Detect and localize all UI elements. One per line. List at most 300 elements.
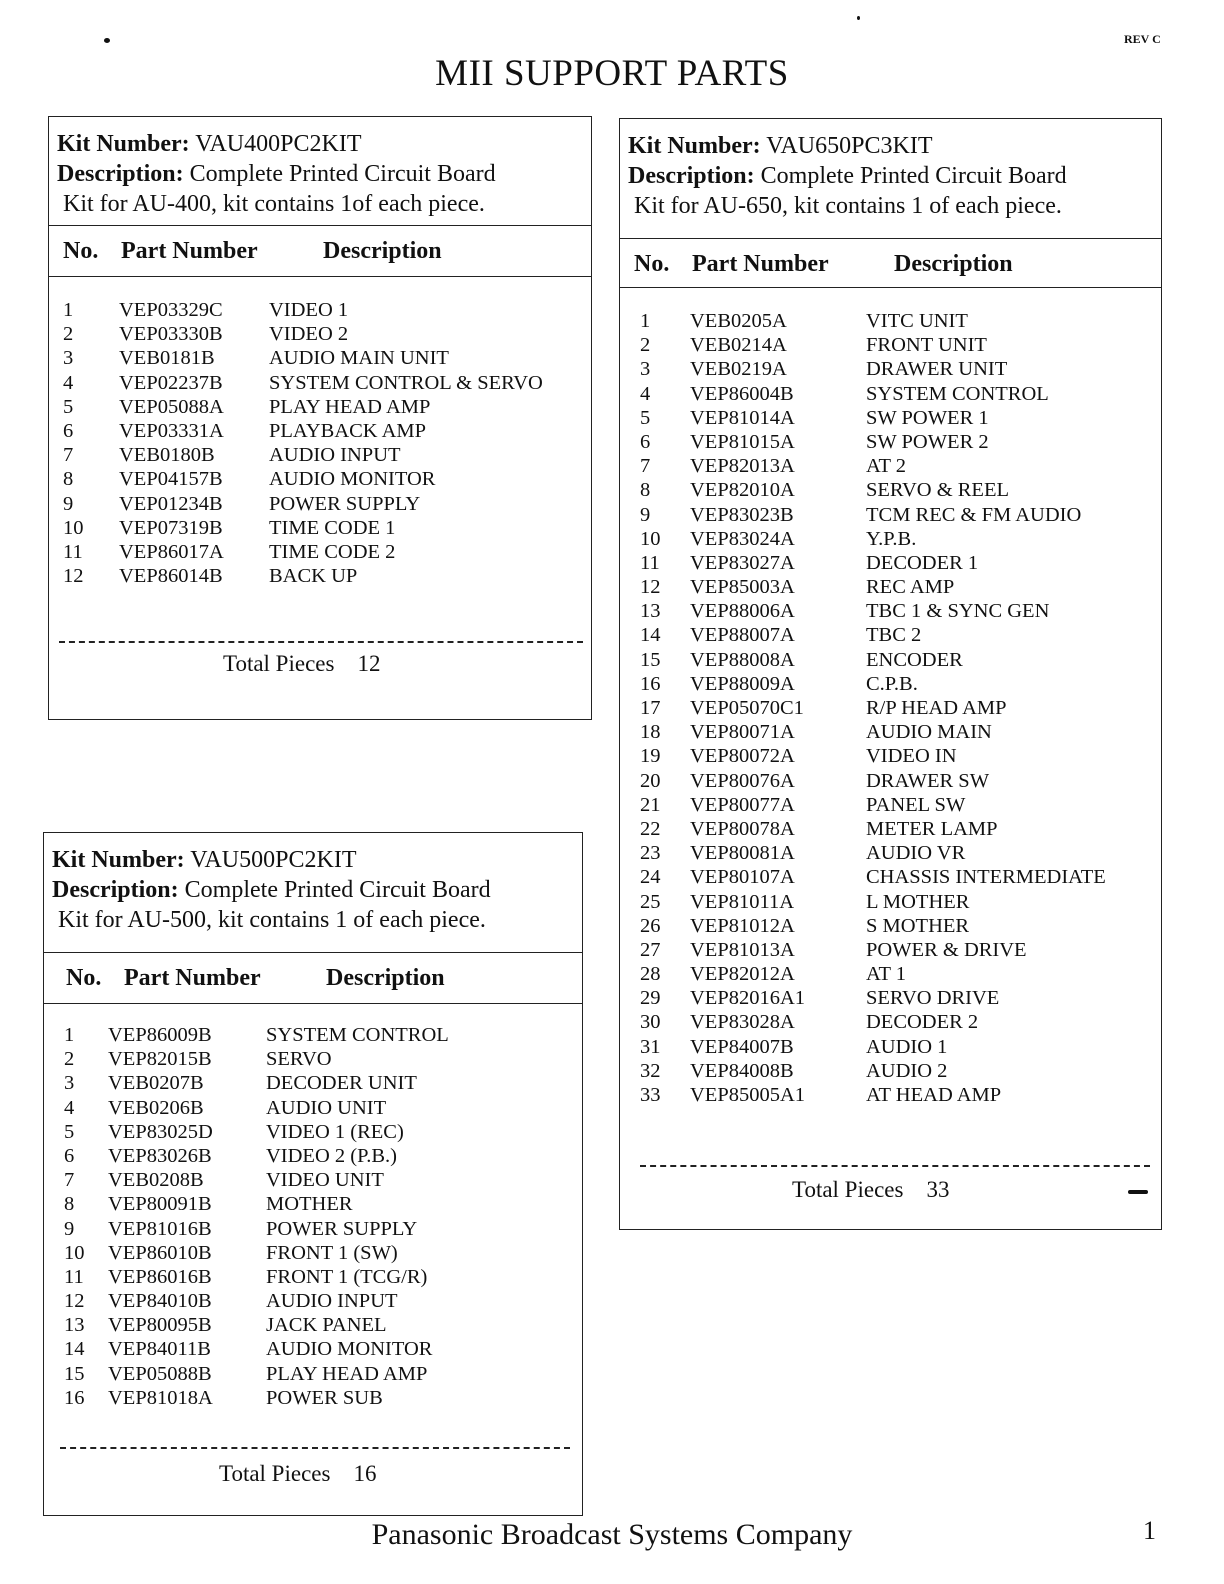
part-description: TBC 2: [866, 624, 922, 647]
row-number: 7: [640, 455, 651, 478]
table-row: [44, 1387, 582, 1411]
row-number: 10: [64, 1241, 85, 1264]
part-number: VEB0205A: [690, 310, 787, 332]
table-row: [620, 455, 1161, 479]
row-number: 18: [640, 721, 661, 744]
page-number: 1: [1143, 1516, 1156, 1545]
part-number: VEP84008B: [690, 1059, 794, 1082]
part-number: VEP05088A: [119, 395, 224, 418]
part-number: VEP82015B: [108, 1048, 212, 1071]
footer-company: Panasonic Broadcast Systems Company: [371, 1518, 853, 1551]
part-number: VEP81016B: [108, 1217, 212, 1240]
part-description: S MOTHER: [866, 914, 970, 937]
part-description: SW POWER 1: [866, 406, 989, 429]
table-row: [44, 1121, 582, 1145]
row-number: 6: [640, 430, 651, 453]
description-text: Complete Printed Circuit Board: [189, 161, 496, 187]
row-number: 15: [64, 1362, 85, 1385]
part-description: VIDEO 1: [269, 299, 349, 321]
table-row: [620, 697, 1161, 721]
part-number: VEP84011B: [108, 1338, 211, 1361]
kit-number-line: [57, 129, 591, 159]
row-number: 26: [640, 914, 661, 937]
part-description: TBC 1 & SYNC GEN: [866, 600, 1050, 623]
table-row: [44, 1338, 582, 1362]
row-number: 13: [64, 1314, 85, 1337]
part-number: VEB0180B: [119, 444, 215, 467]
part-description: AUDIO INPUT: [266, 1290, 398, 1313]
description-text: Complete Printed Circuit Board: [184, 877, 491, 903]
table-row: [49, 396, 591, 420]
table-row: [44, 1266, 582, 1290]
part-description: AUDIO 2: [866, 1059, 948, 1082]
part-number: VEP86016B: [108, 1265, 212, 1288]
part-description: DECODER 2: [866, 1011, 979, 1034]
row-number: 2: [63, 323, 74, 346]
part-number: VEB0207B: [108, 1072, 204, 1095]
part-description: FRONT UNIT: [866, 334, 987, 357]
part-description: REC AMP: [866, 576, 955, 599]
kit-number: VAU400PC2KIT: [195, 131, 362, 157]
parts-list: [49, 299, 591, 589]
col-description: Description: [326, 965, 445, 991]
total-label: Total Pieces: [219, 1461, 331, 1486]
part-description: POWER SUPPLY: [269, 492, 421, 515]
table-row: [620, 963, 1161, 987]
row-number: 8: [640, 479, 651, 502]
part-description: SYSTEM CONTROL: [266, 1024, 449, 1046]
part-description: DRAWER SW: [866, 769, 990, 792]
part-description: VIDEO UNIT: [266, 1169, 384, 1192]
row-number: 9: [64, 1217, 75, 1240]
part-number: VEP82016A1: [690, 987, 806, 1010]
total-value: 33: [926, 1177, 950, 1202]
kit-number-line: [52, 845, 582, 875]
row-number: 33: [640, 1084, 661, 1106]
table-row: [620, 915, 1161, 939]
part-number: VEP80071A: [690, 721, 795, 744]
row-number: 5: [63, 395, 74, 418]
part-description: SERVO DRIVE: [866, 987, 1000, 1010]
part-description: AUDIO VR: [866, 842, 966, 865]
table-row: [44, 1218, 582, 1242]
kit-description-line: [628, 161, 1161, 191]
part-description: FRONT 1 (SW): [266, 1241, 398, 1264]
part-number: VEP81015A: [690, 430, 795, 453]
table-row: [620, 624, 1161, 648]
part-number: VEP81011A: [690, 890, 795, 913]
part-number: VEP80091B: [108, 1193, 212, 1216]
table-row: [44, 1314, 582, 1338]
kit-box-au650: [619, 118, 1162, 1230]
table-row: [620, 358, 1161, 382]
part-number: VEP83025D: [108, 1120, 213, 1143]
kit-header: [620, 119, 1161, 239]
row-number: 2: [640, 334, 651, 357]
table-row: [620, 479, 1161, 503]
part-number: VEP83024A: [690, 527, 795, 550]
row-number: 2: [64, 1048, 75, 1071]
table-row: [49, 323, 591, 347]
description-label: Description:: [52, 877, 179, 903]
part-number: VEP03331A: [119, 419, 224, 442]
table-row: [620, 576, 1161, 600]
table-row: [44, 1097, 582, 1121]
part-number: VEP86014B: [119, 565, 223, 588]
part-description: POWER SUB: [266, 1386, 383, 1409]
table-row: [49, 565, 591, 589]
part-description: VIDEO 1 (REC): [266, 1120, 404, 1143]
part-description: PLAYBACK AMP: [269, 419, 427, 442]
row-number: 9: [63, 492, 74, 515]
part-description: SERVO: [266, 1048, 332, 1071]
total-divider: [60, 1447, 570, 1449]
row-number: 15: [640, 648, 661, 671]
part-description: DECODER 1: [866, 551, 979, 574]
part-description: SYSTEM CONTROL: [866, 382, 1049, 405]
part-number: VEB0208B: [108, 1169, 204, 1192]
part-description: AUDIO MONITOR: [269, 468, 436, 491]
part-number: VEP04157B: [119, 468, 223, 491]
part-number: VEP88008A: [690, 648, 795, 671]
table-row: [620, 745, 1161, 769]
table-row: [620, 987, 1161, 1011]
part-number: VEP82012A: [690, 963, 795, 986]
table-row: [49, 517, 591, 541]
description-text-continued: Kit for AU-500, kit contains 1 of each piece.: [58, 907, 486, 933]
part-description: AUDIO MAIN UNIT: [269, 347, 449, 370]
row-number: 3: [640, 358, 651, 381]
kit-number: VAU650PC3KIT: [766, 133, 933, 159]
kit-number-label: Kit Number:: [57, 131, 190, 157]
table-row: [620, 721, 1161, 745]
row-number: 5: [64, 1120, 75, 1143]
table-row: [44, 1193, 582, 1217]
table-row: [44, 1048, 582, 1072]
table-row: [620, 1084, 1161, 1108]
part-number: VEP03330B: [119, 323, 223, 346]
part-description: R/P HEAD AMP: [866, 697, 1007, 719]
row-number: 14: [640, 624, 661, 647]
row-number: 3: [63, 347, 74, 370]
part-number: VEP84010B: [108, 1290, 212, 1313]
description-text-continued: Kit for AU-400, kit contains 1of each piece.: [63, 191, 485, 217]
part-number: VEP81012A: [690, 914, 795, 937]
part-description: AUDIO UNIT: [266, 1096, 387, 1119]
description-text: Complete Printed Circuit Board: [760, 163, 1067, 189]
part-description: BACK UP: [269, 565, 358, 588]
part-description: METER LAMP: [866, 817, 998, 840]
row-number: 24: [640, 866, 661, 889]
part-number: VEP01234B: [119, 492, 223, 515]
part-number: VEP84007B: [690, 1035, 794, 1058]
table-row: [620, 310, 1161, 334]
part-number: VEP80095B: [108, 1314, 212, 1337]
row-number: 1: [64, 1024, 75, 1046]
part-number: VEP88006A: [690, 600, 795, 623]
table-row: [44, 1072, 582, 1096]
part-description: Y.P.B.: [866, 527, 917, 550]
part-number: VEP88009A: [690, 672, 795, 695]
page-title: MII SUPPORT PARTS: [435, 53, 789, 94]
table-row: [49, 372, 591, 396]
part-description: ENCODER: [866, 648, 963, 671]
kit-number-line: [628, 131, 1161, 161]
total-value: 12: [357, 651, 381, 676]
row-number: 23: [640, 842, 661, 865]
table-row: [620, 891, 1161, 915]
part-number: VEP81018A: [108, 1386, 213, 1409]
part-number: VEP07319B: [119, 516, 223, 539]
part-description: POWER SUPPLY: [266, 1217, 418, 1240]
row-number: 6: [64, 1144, 75, 1167]
part-description: SW POWER 2: [866, 430, 989, 453]
column-header: [44, 953, 582, 1004]
table-row: [49, 541, 591, 565]
part-description: POWER & DRIVE: [866, 938, 1027, 961]
kit-box-au500: [43, 832, 583, 1516]
row-number: 10: [640, 527, 661, 550]
table-row: [49, 299, 591, 323]
table-row: [620, 1036, 1161, 1060]
part-description: VIDEO 2: [269, 323, 349, 346]
part-number: VEP82010A: [690, 479, 795, 502]
scan-speck: [857, 16, 860, 20]
row-number: 22: [640, 817, 661, 840]
table-row: [44, 1242, 582, 1266]
row-number: 17: [640, 697, 661, 719]
table-row: [620, 673, 1161, 697]
table-row: [620, 504, 1161, 528]
part-description: TIME CODE 1: [269, 516, 396, 539]
row-number: 13: [640, 600, 661, 623]
row-number: 25: [640, 890, 661, 913]
table-row: [620, 866, 1161, 890]
part-description: L MOTHER: [866, 890, 970, 913]
part-number: VEP83026B: [108, 1144, 212, 1167]
row-number: 14: [64, 1338, 85, 1361]
total-divider: [59, 641, 583, 643]
table-row: [620, 528, 1161, 552]
row-number: 11: [63, 540, 83, 563]
part-number: VEP05070C1: [690, 697, 804, 719]
row-number: 8: [63, 468, 74, 491]
kit-number-label: Kit Number:: [628, 133, 761, 159]
col-description: Description: [323, 238, 442, 264]
part-description: SERVO & REEL: [866, 479, 1009, 502]
part-description: VIDEO IN: [866, 745, 957, 768]
parts-list: [44, 1024, 582, 1411]
table-row: [620, 600, 1161, 624]
part-description: JACK PANEL: [266, 1314, 387, 1337]
part-description: DRAWER UNIT: [866, 358, 1008, 381]
part-description: AT 2: [866, 455, 907, 478]
table-row: [620, 1011, 1161, 1035]
row-number: 30: [640, 1011, 661, 1034]
part-description: VITC UNIT: [866, 310, 968, 332]
table-row: [49, 444, 591, 468]
table-row: [620, 649, 1161, 673]
total-pieces: [792, 1177, 949, 1203]
part-number: VEP85005A1: [690, 1084, 806, 1106]
part-number: VEP86009B: [108, 1024, 212, 1046]
total-value: 16: [353, 1461, 377, 1486]
scan-speck: [104, 38, 110, 43]
row-number: 16: [64, 1386, 85, 1409]
part-number: VEP80107A: [690, 866, 795, 889]
row-number: 31: [640, 1035, 661, 1058]
row-number: 5: [640, 406, 651, 429]
row-number: 1: [640, 310, 651, 332]
table-row: [620, 770, 1161, 794]
table-row: [620, 1060, 1161, 1084]
row-number: 8: [64, 1193, 75, 1216]
row-number: 4: [63, 371, 74, 394]
part-number: VEP83023B: [690, 503, 794, 526]
part-number: VEP80072A: [690, 745, 795, 768]
row-number: 4: [64, 1096, 75, 1119]
part-description: AUDIO 1: [866, 1035, 948, 1058]
row-number: 6: [63, 419, 74, 442]
table-row: [620, 842, 1161, 866]
table-row: [44, 1024, 582, 1048]
part-number: VEP80078A: [690, 817, 795, 840]
part-description: AUDIO MONITOR: [266, 1338, 433, 1361]
row-number: 1: [63, 299, 74, 321]
row-number: 11: [64, 1265, 84, 1288]
part-description: CHASSIS INTERMEDIATE: [866, 866, 1106, 889]
part-number: VEB0206B: [108, 1096, 204, 1119]
part-description: PLAY HEAD AMP: [269, 395, 431, 418]
part-number: VEP85003A: [690, 576, 795, 599]
part-number: VEP86004B: [690, 382, 794, 405]
kit-number: VAU500PC2KIT: [190, 847, 357, 873]
part-description: C.P.B.: [866, 672, 918, 695]
kit-number-label: Kit Number:: [52, 847, 185, 873]
col-part-number: Part Number: [124, 965, 261, 991]
row-number: 20: [640, 769, 661, 792]
revision-label: REV C: [1124, 32, 1161, 46]
total-pieces: [219, 1461, 376, 1487]
part-number: VEP05088B: [108, 1362, 212, 1385]
total-label: Total Pieces: [223, 651, 335, 676]
total-label: Total Pieces: [792, 1177, 904, 1202]
col-no: No.: [63, 238, 99, 264]
part-number: VEB0214A: [690, 334, 787, 357]
table-row: [44, 1169, 582, 1193]
table-row: [620, 552, 1161, 576]
part-number: VEP81013A: [690, 938, 795, 961]
table-row: [620, 383, 1161, 407]
col-no: No.: [66, 965, 102, 991]
part-number: VEP02237B: [119, 371, 223, 394]
row-number: 12: [64, 1290, 85, 1313]
col-description: Description: [894, 251, 1013, 277]
kit-header: [44, 833, 582, 953]
row-number: 29: [640, 987, 661, 1010]
total-divider: [640, 1165, 1150, 1167]
col-part-number: Part Number: [121, 238, 258, 264]
column-header: [620, 239, 1161, 288]
row-number: 4: [640, 382, 651, 405]
part-description: DECODER UNIT: [266, 1072, 417, 1095]
part-number: VEB0181B: [119, 347, 215, 370]
table-row: [44, 1145, 582, 1169]
part-description: VIDEO 2 (P.B.): [266, 1144, 397, 1167]
row-number: 7: [63, 444, 74, 467]
part-description: AT HEAD AMP: [866, 1084, 1002, 1106]
row-number: 32: [640, 1059, 661, 1082]
description-label: Description:: [628, 163, 755, 189]
part-number: VEP80077A: [690, 793, 795, 816]
part-number: VEP86010B: [108, 1241, 212, 1264]
table-row: [49, 347, 591, 371]
table-row: [44, 1363, 582, 1387]
part-number: VEP03329C: [119, 299, 223, 321]
part-number: VEP83028A: [690, 1011, 795, 1034]
col-part-number: Part Number: [692, 251, 829, 277]
col-no: No.: [634, 251, 670, 277]
row-number: 27: [640, 938, 661, 961]
table-row: [620, 794, 1161, 818]
part-number: VEP82013A: [690, 455, 795, 478]
part-description: AUDIO MAIN: [866, 721, 992, 744]
column-header: [49, 226, 591, 277]
part-description: FRONT 1 (TCG/R): [266, 1265, 428, 1288]
table-row: [620, 818, 1161, 842]
row-number: 12: [63, 565, 84, 588]
part-number: VEP81014A: [690, 406, 795, 429]
table-row: [49, 468, 591, 492]
row-number: 16: [640, 672, 661, 695]
part-number: VEP80081A: [690, 842, 795, 865]
row-number: 19: [640, 745, 661, 768]
kit-description-line: [57, 159, 591, 189]
part-description: PLAY HEAD AMP: [266, 1362, 428, 1385]
part-number: VEP80076A: [690, 769, 795, 792]
row-number: 7: [64, 1169, 75, 1192]
row-number: 9: [640, 503, 651, 526]
part-description: SYSTEM CONTROL & SERVO: [269, 371, 543, 394]
table-row: [49, 493, 591, 517]
table-row: [620, 431, 1161, 455]
parts-list: [620, 310, 1161, 1108]
part-number: VEP83027A: [690, 551, 795, 574]
part-description: MOTHER: [266, 1193, 353, 1216]
part-description: TCM REC & FM AUDIO: [866, 503, 1082, 526]
part-description: AUDIO INPUT: [269, 444, 401, 467]
part-description: TIME CODE 2: [269, 540, 396, 563]
table-row: [44, 1290, 582, 1314]
row-number: 21: [640, 793, 661, 816]
row-number: 12: [640, 576, 661, 599]
description-label: Description:: [57, 161, 184, 187]
table-row: [620, 407, 1161, 431]
part-number: VEP86017A: [119, 540, 224, 563]
table-row: [49, 420, 591, 444]
kit-header: [49, 117, 591, 226]
kit-box-au400: [48, 116, 592, 720]
part-description: PANEL SW: [866, 793, 966, 816]
description-text-continued: Kit for AU-650, kit contains 1 of each piece.: [634, 193, 1062, 219]
kit-description-line: [52, 875, 582, 905]
total-pieces: [223, 651, 380, 677]
row-number: 11: [640, 551, 660, 574]
row-number: 28: [640, 963, 661, 986]
table-row: [620, 334, 1161, 358]
part-number: VEP88007A: [690, 624, 795, 647]
row-number: 10: [63, 516, 84, 539]
